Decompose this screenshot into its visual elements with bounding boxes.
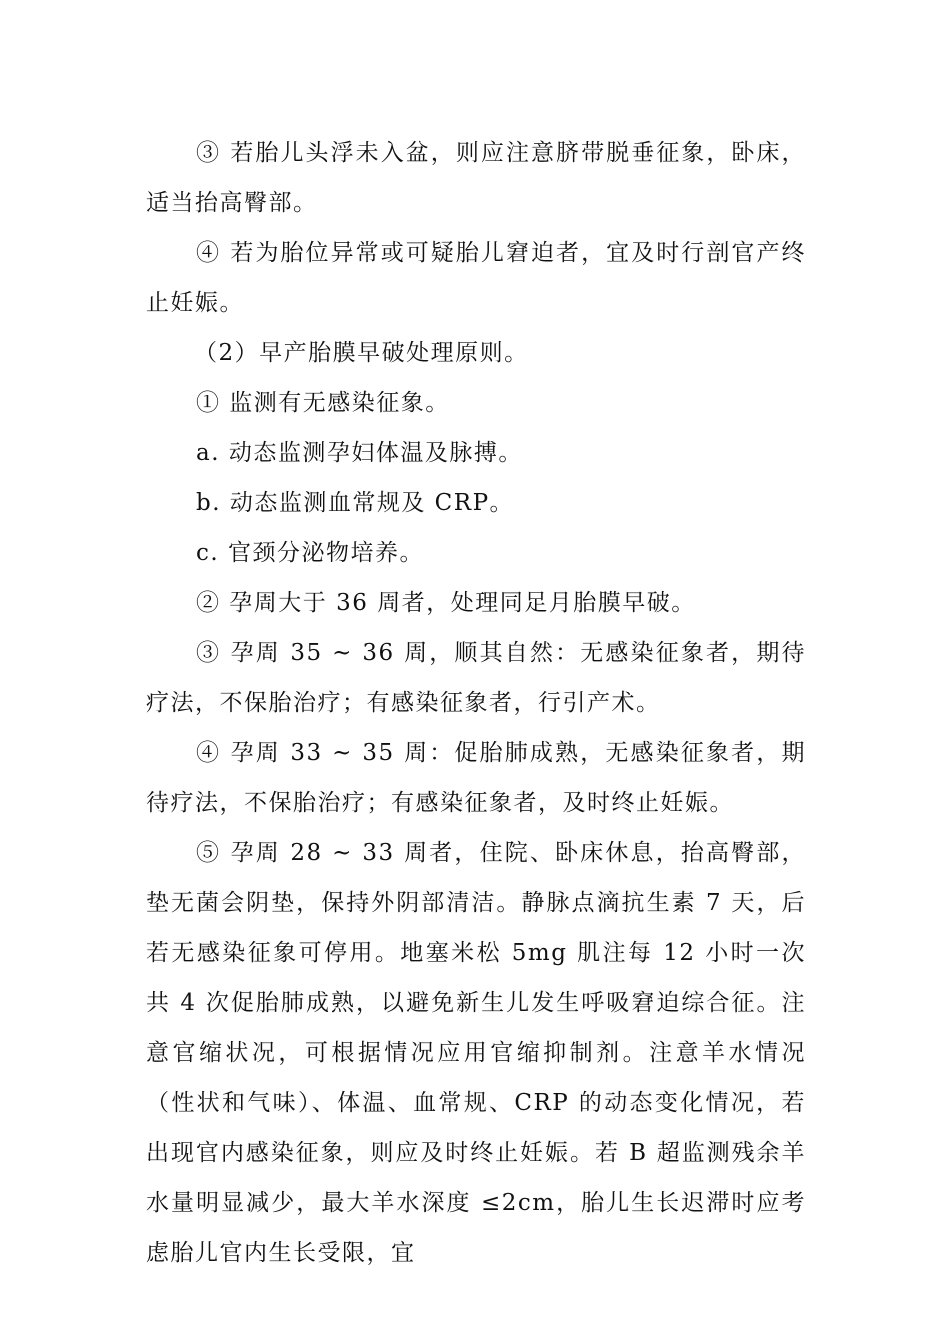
paragraph-subitem-c: c. 官颈分泌物培养。: [196, 540, 425, 566]
document-body: [146, 128, 806, 1278]
paragraph-item-3-35-36: ③ 孕周 35 ~ 36 周，顺其自然：无感染征象者，期待疗法，不保胎治疗；有感染征象者，行引产术。: [146, 640, 806, 716]
paragraph-subitem-a: a. 动态监测孕妇体温及脉搏。: [196, 440, 523, 466]
paragraph-item-5-28-33: ⑤ 孕周 28 ~ 33 周者，住院、卧床休息，抬高臀部，垫无菌会阴垫，保持外阴部清洁。静脉点滴抗生素 7 天，后若无感染征象可停用。地塞米松 5mg 肌注每 12 小时一次共 4 次促胎肺成熟，以避免新生儿发生呼吸窘迫综合征。注意官缩状况，可根据情况应用官缩抑制剂。注意羊水情况（性状和气味）、体温、血常规、CRP 的动态变化情况，若出现官内感染征象，则应及时终止妊娠。若 B 超监测残余羊水量明显减少，最大羊水深度 ≤2cm，胎儿生长迟滞时应考虑胎儿官内生长受限，宜: [146, 840, 806, 1266]
paragraph-subitem-b: b. 动态监测血常规及 CRP。: [196, 490, 515, 516]
paragraph-item-4: ④ 若为胎位异常或可疑胎儿窘迫者，宜及时行剖官产终止妊娠。: [146, 240, 806, 316]
paragraph-item-4-33-35: ④ 孕周 33 ~ 35 周：促胎肺成熟，无感染征象者，期待疗法，不保胎治疗；有感染征象者，及时终止妊娠。: [146, 740, 806, 816]
paragraph-item-2-over-36: ② 孕周大于 36 周者，处理同足月胎膜早破。: [196, 590, 696, 616]
paragraph-item-1-monitor: ① 监测有无感染征象。: [196, 390, 450, 416]
section-heading-premature-rupture: （2）早产胎膜早破处理原则。: [194, 340, 529, 366]
paragraph-item-3: ③ 若胎儿头浮未入盆，则应注意脐带脱垂征象，卧床，适当抬高臀部。: [146, 140, 806, 216]
